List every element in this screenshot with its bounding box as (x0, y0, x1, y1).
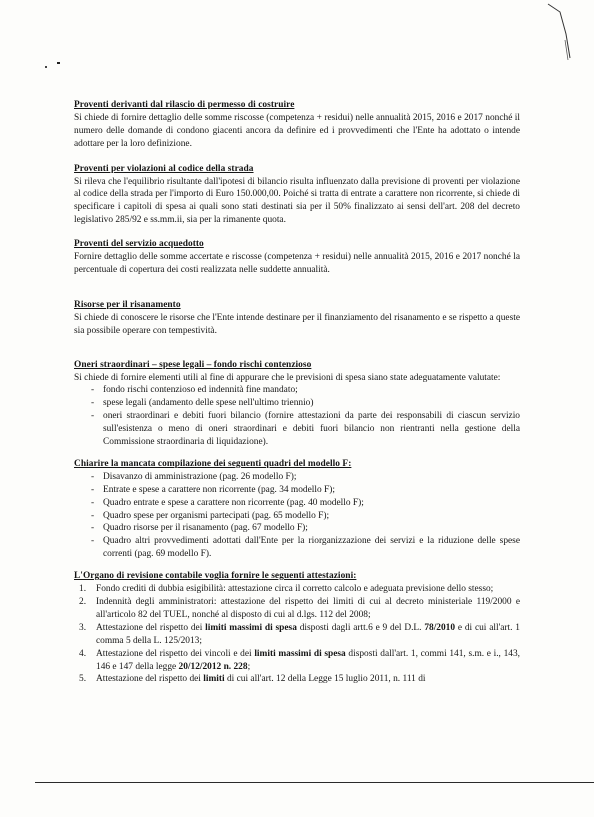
section-permesso-costruire (74, 99, 520, 151)
section-risanamento (74, 299, 520, 338)
document-body (74, 99, 520, 686)
item-text: Fondo crediti di dubbia esigibilità: attestazione circa il corretto calcolo e adeguata previsione dello stesso; (96, 584, 494, 595)
list-item: - Disavanzo di amministrazione (pag. 26 modello F); (91, 471, 520, 484)
section-paragraph: Si chiede di conoscere le risorse che l'Ente intende destinare per il finanziamento del risanamento e se rispetto a queste sia possibile operare con tempestività. (74, 312, 520, 336)
item-text-mid: disposti dagli artt.6 e 9 del D.L. (296, 622, 425, 633)
section-heading: Proventi del servizio acquedotto (74, 239, 204, 250)
section-heading: L'Organo di revisione contabile voglia fornire le seguenti attestazioni: (74, 571, 357, 582)
item-number: 5. (79, 674, 87, 685)
numbered-list (74, 583, 520, 686)
scan-dot (57, 62, 60, 64)
item-text-bold: 78/2010 (424, 622, 456, 633)
item-number: 2. (79, 597, 87, 607)
list-item: - Quadro risorse per il risanamento (pag. 67 modello F); (91, 522, 520, 535)
list-item: - Entrate e spese a carattere non ricorrente (pag. 34 modello F); (91, 484, 520, 497)
list-item: - Quadro spese per organismi partecipati (pag. 65 modello F); (91, 510, 520, 523)
numbered-item (74, 673, 520, 686)
numbered-item (74, 596, 520, 622)
item-text-pre: Attestazione del rispetto dei (96, 622, 206, 633)
item-text: Indennità degli amministratori: attestazione del rispetto dei limiti di cui al decreto ministeriale 119/2000 e all'articolo 82 del TUEL, nonché al disposto di cui al d.lgs. 112 del 2008; (96, 597, 520, 620)
dash-list (74, 384, 520, 449)
section-attestazioni (74, 570, 520, 686)
section-paragraph: Si chiede di fornire dettaglio delle somme riscosse (competenza + residui) nelle annualità 2015, 2016 e 2017 nonché il numero delle domande di condono giacenti ancora da definire ed i provvedimenti che l'Ente ha adottato o intende adottare per la loro definizione. (74, 112, 520, 149)
section-codice-strada (74, 163, 520, 228)
page-bottom-rule (35, 782, 594, 783)
list-item: - Quadro entrate e spese a carattere non ricorrente (pag. 40 modello F); (91, 497, 520, 510)
list-item: - spese legali (andamento delle spese nell'ultimo triennio) (91, 397, 520, 410)
list-item: - fondo rischi contenzioso ed indennità fine mandato; (91, 384, 520, 397)
item-text-pre: Attestazione del rispetto dei vincoli e dei (96, 648, 255, 659)
section-acquedotto (74, 238, 520, 277)
item-text-bold: limiti massimi di spesa (254, 648, 346, 659)
section-heading: Proventi derivanti dal rilascio di permesso di costruire (74, 100, 295, 110)
item-text-bold: 20/12/2012 n. 228 (178, 661, 248, 672)
section-paragraph: Si rileva che l'equilibrio risultante dall'ipotesi di bilancio risulta influenzato dalla previsione di proventi per violazione al codice della strada per l'importo di Euro 150.000,00. Poiché si tratta di entrate a carattere non ricorrente, si chiede di specificare i capitoli di spesa ai quali sono stati destinati sia per il 50% finalizzato ai sensi dell'art. 208 del decreto legislativo 285/92 e ss.mm.ii, sia per la rimanente quota. (74, 176, 520, 226)
list-item: - Quadro altri provvedimenti adottati dall'Ente per la riorganizzazione dei servizi e la riduzione delle spese correnti (pag. 69 modello F). (91, 535, 520, 561)
numbered-item (74, 622, 520, 648)
section-oneri-straordinari (74, 359, 520, 449)
scan-dot (45, 66, 47, 68)
item-number: 1. (79, 584, 87, 595)
numbered-item (74, 648, 520, 674)
item-text-post: ; (247, 661, 251, 672)
item-text-bold: limiti massimi di spesa (205, 622, 297, 633)
section-paragraph: Fornire dettaglio delle somme accertate e riscosse (competenza + residui) nelle annualità 2015, 2016 e 2017 nonché la percentuale di copertura dei costi realizzata nelle suddette annualità. (74, 252, 520, 275)
item-text-mid: di cui all'art. 12 della Legge 15 luglio 2011, n. 111 di (224, 674, 426, 685)
dash-list (74, 471, 520, 561)
item-text-mid: disposti dall'art. 1, commi 141, s.m. e i., 143, 146 e 147 della legge (96, 648, 520, 672)
section-modello-f (74, 458, 520, 561)
item-text-pre: Attestazione del rispetto dei (96, 674, 204, 685)
item-text-post: e di cui all'art. 1 comma 5 della L. 125/2013; (96, 622, 520, 646)
section-heading: Oneri straordinari – spese legali – fondo rischi contenzioso (74, 359, 312, 370)
section-paragraph: Si chiede di fornire elementi utili al fine di appurare che le previsioni di spesa siano state adeguatamente valutate: (74, 372, 501, 383)
section-heading: Risorse per il risanamento (74, 299, 181, 310)
list-item: - oneri straordinari e debiti fuori bilancio (fornire attestazioni da parte dei responsabili di ciascun servizio sull'esistenza o meno di oneri straordinari e debiti fuori bilancio non rientranti nella gestione della Commissione straordinaria di liquidazione). (91, 410, 520, 449)
section-heading: Chiarire la mancata compilazione dei seguenti quadri del modello F: (74, 458, 352, 469)
item-number: 4. (79, 648, 87, 659)
item-text-bold: limiti (203, 674, 225, 685)
item-number: 3. (79, 622, 87, 633)
numbered-item (74, 583, 520, 596)
section-heading: Proventi per violazioni al codice della strada (74, 163, 254, 174)
